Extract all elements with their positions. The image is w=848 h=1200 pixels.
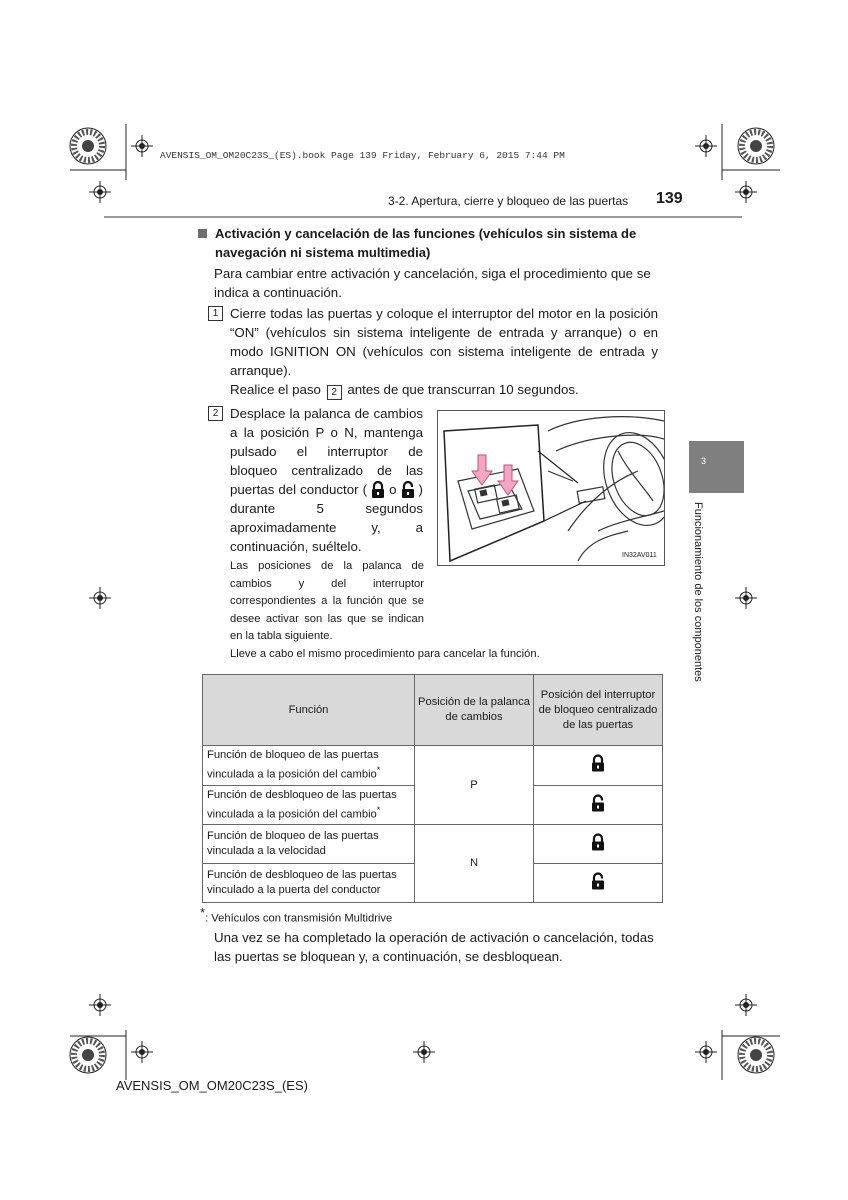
- step1-followup-b: antes de que transcurran 10 segundos.: [347, 382, 579, 397]
- step1-followup: [230, 380, 579, 400]
- heading-square-icon: [198, 229, 207, 238]
- table-cell-position: N: [415, 825, 534, 903]
- note2-text: Lleve a cabo el mismo procedimiento para cancelar la función.: [230, 648, 540, 660]
- figure-code: IN32AV011: [622, 552, 657, 559]
- footnote: [200, 905, 392, 925]
- chapter-tab: [689, 441, 744, 493]
- chapter-label: Funcionamiento de los componentes: [692, 502, 704, 682]
- lock-icon: [591, 833, 605, 851]
- chapter-label-container: [690, 502, 710, 692]
- step2-text-a: Desplace la palanca de cambios a la posición P o N, mantenga pulsado el interruptor de bloqueo centralizado de las puertas del conductor (: [230, 406, 423, 497]
- table-cell-function: [203, 746, 415, 786]
- step1-followup-a: Realice el paso: [230, 382, 321, 397]
- footnote-mark: *: [200, 905, 206, 920]
- header-rule: [104, 216, 742, 218]
- table-header-row: [203, 675, 663, 746]
- page-number: 139: [656, 190, 683, 207]
- table-row: [203, 746, 663, 786]
- lock-icon: [371, 481, 385, 498]
- function-text: Función de bloqueo de las puertas vinculada a la posición del cambio: [207, 749, 379, 781]
- step-reference-2: 2: [327, 385, 342, 400]
- closing-paragraph: Una vez se ha completado la operación de activación o cancelación, todas las puertas se bloquean y, a continuación, se desbloquean.: [214, 930, 654, 964]
- heading-text: Activación y cancelación de las funciones (vehículos sin sistema de navegación ni sistema multimedia): [215, 226, 637, 260]
- lock-icon: [591, 754, 605, 772]
- section-heading: [198, 224, 668, 262]
- intro-paragraph: Para cambiar entre activación y cancelación, siga el procedimiento que se indica a continuación.: [214, 266, 651, 300]
- step2-text-c: ) durante 5 segundos aproximadamente y, a continuación, suéltelo.: [230, 482, 423, 554]
- function-table: [202, 674, 663, 903]
- asterisk: *: [376, 765, 381, 775]
- unlock-icon: [591, 872, 605, 890]
- table-cell-function: [203, 785, 415, 825]
- table-header-switch: Posición del interruptor de bloqueo centralizado de las puertas: [534, 675, 663, 746]
- chapter-number: 3: [701, 456, 707, 466]
- table-cell-function: Función de bloqueo de las puertas vinculada a la velocidad: [203, 825, 415, 864]
- step1-text: Cierre todas las puertas y coloque el interruptor del motor en la posición “ON” (vehículos sin sistema inteligente de entrada y arranque) o en modo IGNITION ON (vehículos con sistema inteligente de entrada y arranque).: [230, 306, 658, 378]
- footer-code: AVENSIS_OM_OM20C23S_(ES): [116, 1078, 308, 1093]
- step2-text: [230, 404, 423, 556]
- print-header: AVENSIS_OM_OM20C23S_(ES).book Page 139 Friday, February 6, 2015 7:44 PM: [160, 150, 565, 161]
- note-text: Las posiciones de la palanca de cambios y del interruptor correspondientes a la función que se desee activar son las que se indican en la tabla siguiente.: [230, 560, 424, 642]
- unlock-icon: [401, 481, 415, 498]
- step2-text-b: o: [389, 482, 397, 497]
- table-cell-switch: [534, 785, 663, 825]
- table-cell-switch: [534, 825, 663, 864]
- illustration-drawing: [438, 411, 664, 565]
- step-number-1: 1: [208, 306, 223, 321]
- table-cell-position: P: [415, 746, 534, 825]
- table-header-shift: Posición de la palanca de cambios: [415, 675, 534, 746]
- door-switch-illustration: [437, 410, 665, 566]
- table-row: [203, 825, 663, 864]
- unlock-icon: [591, 794, 605, 812]
- table-header-function: Función: [203, 675, 415, 746]
- section-title: 3-2. Apertura, cierre y bloqueo de las puertas: [388, 194, 629, 208]
- table-cell-switch: [534, 746, 663, 786]
- table-cell-function: Función de desbloqueo de las puertas vinculado a la puerta del conductor: [203, 864, 415, 903]
- function-text: Función de desbloqueo de las puertas vinculada a la posición del cambio: [207, 788, 397, 821]
- table-cell-switch: [534, 864, 663, 903]
- asterisk: *: [376, 804, 381, 815]
- footnote-text: : Vehículos con transmisión Multidrive: [205, 912, 393, 925]
- step-number-2: 2: [208, 406, 223, 421]
